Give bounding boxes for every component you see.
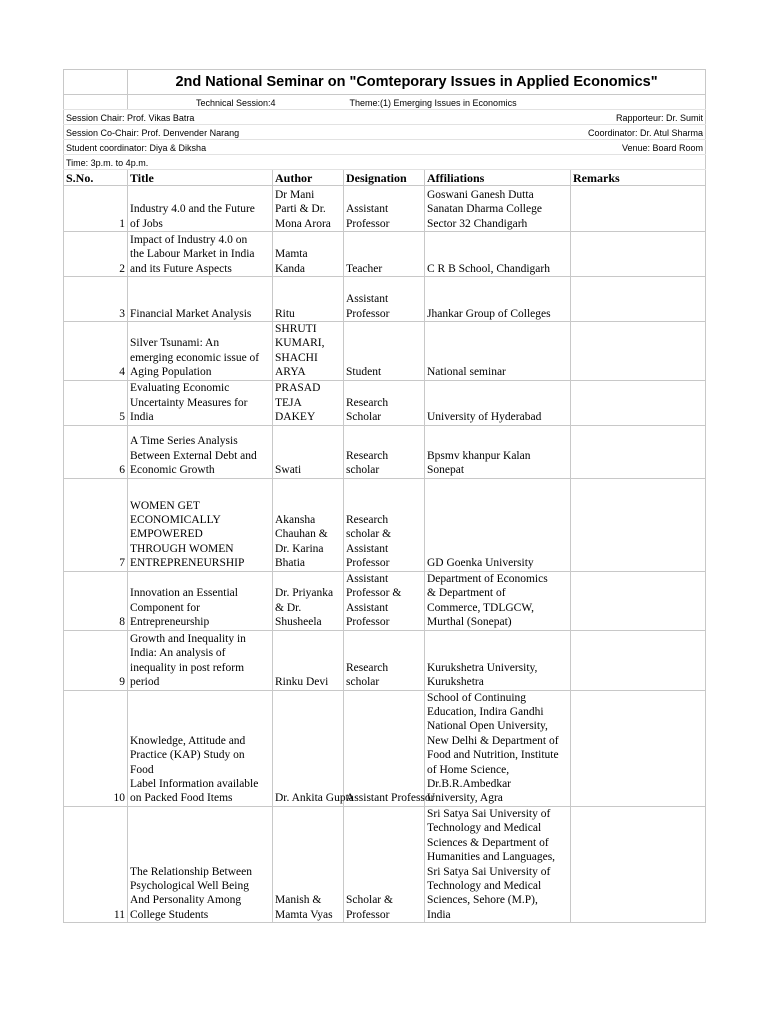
- table-row: [64, 232, 706, 277]
- technical-session: Technical Session:4: [128, 95, 344, 110]
- designation-cell: Research scholar: [344, 425, 425, 478]
- affiliations-cell: National seminar: [425, 322, 571, 381]
- column-header-row: [64, 170, 706, 186]
- table-row: [64, 690, 706, 806]
- remarks-cell: [571, 571, 706, 630]
- author-cell: Dr Mani Parti & Dr. Mona Arora: [273, 186, 344, 232]
- designation-cell: Assistant Professor: [344, 186, 425, 232]
- designation-cell: Student: [344, 322, 425, 381]
- title-cell-data: WOMEN GET ECONOMICALLY EMPOWERED THROUGH WOMEN ENTREPRENEURSHIP: [128, 478, 273, 571]
- header-remarks: Remarks: [571, 170, 706, 186]
- designation-cell: Research scholar: [344, 630, 425, 690]
- author-cell: Mamta Kanda: [273, 232, 344, 277]
- remarks-cell: [571, 232, 706, 277]
- affiliations-cell: University of Hyderabad: [425, 380, 571, 425]
- sno-cell: 8: [64, 571, 128, 630]
- table-row: [64, 186, 706, 232]
- title-cell-data: Evaluating Economic Uncertainty Measures for India: [128, 380, 273, 425]
- sno-cell: 2: [64, 232, 128, 277]
- theme: Theme:(1) Emerging Issues in Economics: [344, 95, 706, 110]
- affiliations-cell: Sri Satya Sai University of Technology and Medical Sciences & Department of Humanities and Languages, Sri Satya Sai University of Technology and Medical Sciences, Sehore (M.P), India: [425, 806, 571, 922]
- table-row: [64, 630, 706, 690]
- remarks-cell: [571, 806, 706, 922]
- table-row: [64, 380, 706, 425]
- sno-cell: 7: [64, 478, 128, 571]
- sno-cell: 10: [64, 690, 128, 806]
- author-cell: SHRUTI KUMARI, SHACHI ARYA: [273, 322, 344, 381]
- co-chair-row: [64, 125, 706, 140]
- affiliations-cell: Goswani Ganesh Dutta Sanatan Dharma College Sector 32 Chandigarh: [425, 186, 571, 232]
- remarks-cell: [571, 630, 706, 690]
- author-cell: PRASAD TEJA DAKEY: [273, 380, 344, 425]
- remarks-cell: [571, 380, 706, 425]
- table-row: [64, 322, 706, 381]
- affiliations-cell: GD Goenka University: [425, 478, 571, 571]
- title-cell-data: Knowledge, Attitude and Practice (KAP) Study on Food Label Information available on Packed Food Items: [128, 690, 273, 806]
- header-designation: Designation: [344, 170, 425, 186]
- sno-cell: 3: [64, 277, 128, 322]
- author-cell: Rinku Devi: [273, 630, 344, 690]
- table-row: [64, 277, 706, 322]
- header-affiliations: Affiliations: [425, 170, 571, 186]
- author-cell: Dr. Priyanka & Dr. Shusheela: [273, 571, 344, 630]
- author-cell: Ritu: [273, 277, 344, 322]
- chair-row: [64, 110, 706, 125]
- session-co-chair: Session Co-Chair: Prof. Denvender Narang: [64, 125, 425, 140]
- student-coordinator-row: [64, 140, 706, 155]
- session-time: Time: 3p.m. to 4p.m.: [64, 155, 706, 170]
- remarks-cell: [571, 478, 706, 571]
- designation-cell: Research Scholar: [344, 380, 425, 425]
- title-cell-data: Silver Tsunami: An emerging economic issue of Aging Population: [128, 322, 273, 381]
- author-cell: Akansha Chauhan & Dr. Karina Bhatia: [273, 478, 344, 571]
- seminar-title: 2nd National Seminar on "Comteporary Issues in Applied Economics": [128, 70, 706, 95]
- remarks-cell: [571, 277, 706, 322]
- session-row: [64, 95, 706, 110]
- sno-cell: 11: [64, 806, 128, 922]
- title-cell-data: Financial Market Analysis: [128, 277, 273, 322]
- student-coordinator: Student coordinator: Diya & Diksha: [64, 140, 425, 155]
- title-cell-data: Impact of Industry 4.0 on the Labour Market in India and its Future Aspects: [128, 232, 273, 277]
- table-row: [64, 571, 706, 630]
- remarks-cell: [571, 186, 706, 232]
- title-row: [64, 70, 706, 95]
- affiliations-cell: School of Continuing Education, Indira Gandhi National Open University, New Delhi & Department of Food and Nutrition, Institute of Home Science, Dr.B.R.Ambedkar University, Agra: [425, 690, 571, 806]
- coordinator: Coordinator: Dr. Atul Sharma: [425, 125, 706, 140]
- designation-cell: Scholar & Professor: [344, 806, 425, 922]
- session-chair: Session Chair: Prof. Vikas Batra: [64, 110, 425, 125]
- author-cell: Swati: [273, 425, 344, 478]
- designation-cell: Assistant Professor: [344, 690, 425, 806]
- affiliations-cell: Kurukshetra University, Kurukshetra: [425, 630, 571, 690]
- author-cell: Dr. Ankita Gupta: [273, 690, 344, 806]
- remarks-cell: [571, 425, 706, 478]
- sno-cell: 5: [64, 380, 128, 425]
- affiliations-cell: Department of Economics & Department of Commerce, TDLGCW, Murthal (Sonepat): [425, 571, 571, 630]
- affiliations-cell: Jhankar Group of Colleges: [425, 277, 571, 322]
- remarks-cell: [571, 690, 706, 806]
- affiliations-cell: Bpsmv khanpur Kalan Sonepat: [425, 425, 571, 478]
- title-cell-data: Growth and Inequality in India: An analysis of inequality in post reform period: [128, 630, 273, 690]
- sno-cell: 9: [64, 630, 128, 690]
- author-cell: Manish & Mamta Vyas: [273, 806, 344, 922]
- table-row: [64, 806, 706, 922]
- header-author: Author: [273, 170, 344, 186]
- table-row: [64, 478, 706, 571]
- designation-cell: Teacher: [344, 232, 425, 277]
- time-row: [64, 155, 706, 170]
- seminar-schedule-table: [63, 69, 706, 923]
- table-row: [64, 425, 706, 478]
- remarks-cell: [571, 322, 706, 381]
- title-cell-data: Innovation an Essential Component for Entrepreneurship: [128, 571, 273, 630]
- designation-cell: Assistant Professor: [344, 277, 425, 322]
- sno-cell: 4: [64, 322, 128, 381]
- rapporteur: Rapporteur: Dr. Sumit: [425, 110, 706, 125]
- title-cell-data: A Time Series Analysis Between External Debt and Economic Growth: [128, 425, 273, 478]
- venue: Venue: Board Room: [425, 140, 706, 155]
- header-title: Title: [128, 170, 273, 186]
- designation-cell: Research scholar & Assistant Professor: [344, 478, 425, 571]
- title-cell-data: Industry 4.0 and the Future of Jobs: [128, 186, 273, 232]
- designation-cell: Assistant Professor & Assistant Professor: [344, 571, 425, 630]
- sno-cell: 1: [64, 186, 128, 232]
- header-sno: S.No.: [64, 170, 128, 186]
- affiliations-cell: C R B School, Chandigarh: [425, 232, 571, 277]
- sno-cell: 6: [64, 425, 128, 478]
- title-cell-data: The Relationship Between Psychological Well Being And Personality Among College Students: [128, 806, 273, 922]
